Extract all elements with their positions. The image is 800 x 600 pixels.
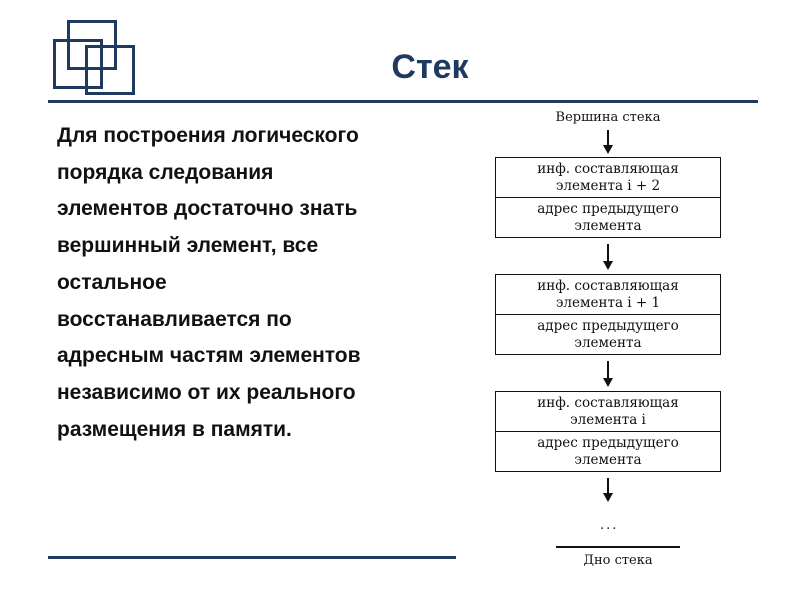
ellipsis: ... [600, 518, 619, 533]
arrow-down-icon [600, 361, 616, 387]
stack-element-block [495, 157, 721, 238]
info-cell [496, 275, 720, 314]
arrow-down-icon [600, 478, 616, 502]
element-index: элемента i [570, 411, 646, 428]
element-index: элемента i + 2 [555, 177, 661, 194]
stack-bottom-line [556, 546, 680, 548]
address-label-2: элемента [574, 451, 642, 468]
arrow-down-icon [600, 130, 616, 154]
address-cell [496, 197, 720, 237]
stack-element-block [495, 274, 721, 355]
address-label: адрес предыдущего [537, 317, 679, 334]
top-divider [48, 100, 758, 103]
info-label: инф. составляющая [537, 394, 679, 411]
address-label: адрес предыдущего [537, 200, 679, 217]
address-cell [496, 431, 720, 471]
address-label-2: элемента [574, 334, 642, 351]
element-index: элемента i + 1 [555, 294, 661, 311]
info-label: инф. составляющая [537, 277, 679, 294]
arrow-down-icon [600, 244, 616, 270]
slide-body-text: Для построения логического порядка следования элементов достаточно знать вершинный элемент, все остальное восстанавливается по адресным частям элементов независимо от их реального размещения в памяти. [57, 124, 361, 441]
address-cell [496, 314, 720, 354]
stack-element-block [495, 391, 721, 472]
info-label: инф. составляющая [537, 160, 679, 177]
address-label-2: элемента [574, 217, 642, 234]
stack-bottom-label: Дно стека [583, 553, 653, 568]
slide-title: Стек [391, 48, 469, 86]
info-cell [496, 158, 720, 197]
stack-top-label: Вершина стека [555, 110, 661, 125]
bottom-divider [48, 556, 456, 559]
info-cell [496, 392, 720, 431]
address-label: адрес предыдущего [537, 434, 679, 451]
